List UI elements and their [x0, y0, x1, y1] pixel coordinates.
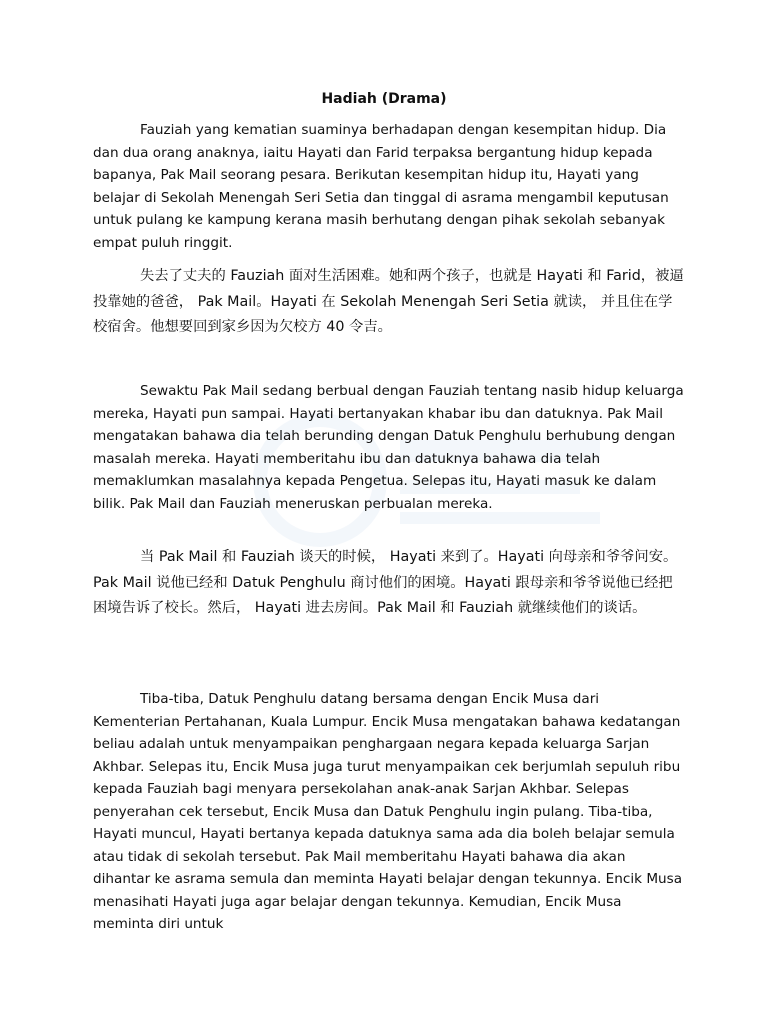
document-title: Hadiah (Drama) [321, 91, 447, 107]
paragraph-malay-3: Tiba-tiba, Datuk Penghulu datang bersama dengan Encik Musa dari Kementerian Pertahanan, Kuala Lumpur. Encik Musa mengatakan bahawa kedatangan beliau adalah untuk menyampaikan penghargaan negara kepada keluarga Sarjan Akhbar. Selepas itu, Encik Musa juga turut menyampaikan cek berjumlah sepuluh ribu kepada Fauziah bagi menyara persekolahan anak-anak Sarjan Akhbar. Selepas penyerahan cek tersebut, Encik Musa dan Datuk Penghulu ingin pulang. Tiba-tiba, Hayati muncul, Hayati bertanya kepada datuknya sama ada dia boleh belajar semula atau tidak di sekolah tersebut. Pak Mail memberitahu Hayati bahawa dia akan dihantar ke asrama semula dan meminta Hayati belajar dengan tekunnya. Encik Musa menasihati Hayati juga agar belajar dengan tekunnya. Kemudian, Encik Musa meminta diri untuk [93, 691, 683, 932]
paragraph-malay-2: Sewaktu Pak Mail sedang berbual dengan Fauziah tentang nasib hidup keluarga mereka, Hayati pun sampai. Hayati bertanyakan khabar ibu dan datuknya. Pak Mail mengatakan bahawa dia telah berunding dengan Datuk Penghulu berhubung dengan masalah mereka. Hayati memberitahu ibu dan datuknya bahawa dia telah memaklumkan masalahnya kepada Pengetua. Selepas itu, Hayati masuk ke dalam bilik. Pak Mail dan Fauziah meneruskan perbualan mereka. [93, 383, 684, 512]
paragraph-chinese-2: 当 Pak Mail 和 Fauziah 谈天的时候， Hayati 来到了。Hayati 向母亲和爷爷问安。Pak Mail 说他已经和 Datuk Penghulu 商讨他们的困境。Hayati 跟母亲和爷爷说他已经把困境告诉了校长。然后， Hayati 进去房间。Pak Mail 和 Fauziah 就继续他们的谈话。 [93, 549, 678, 616]
paragraph-malay-1: Fauziah yang kematian suaminya berhadapan dengan kesempitan hidup. Dia dan dua orang anaknya, iaitu Hayati dan Farid terpaksa bergantung hidup kepada bapanya, Pak Mail seorang pesara. Berikutan kesempitan hidup itu, Hayati yang belajar di Sekolah Menengah Seri Setia dan tinggal di asrama mengambil keputusan untuk pulang ke kampung kerana masih berhutang dengan pihak sekolah sebanyak empat puluh ringgit. [93, 122, 669, 251]
paragraph-chinese-1: 失去了丈夫的 Fauziah 面对生活困难。她和两个孩子，也就是 Hayati 和 Farid，被逼投靠她的爸爸， Pak Mail。Hayati 在 Sekolah Menengah Seri Setia 就读， 并且住在学校宿舍。他想要回到家乡因为欠校方 40 令吉。 [93, 268, 684, 335]
